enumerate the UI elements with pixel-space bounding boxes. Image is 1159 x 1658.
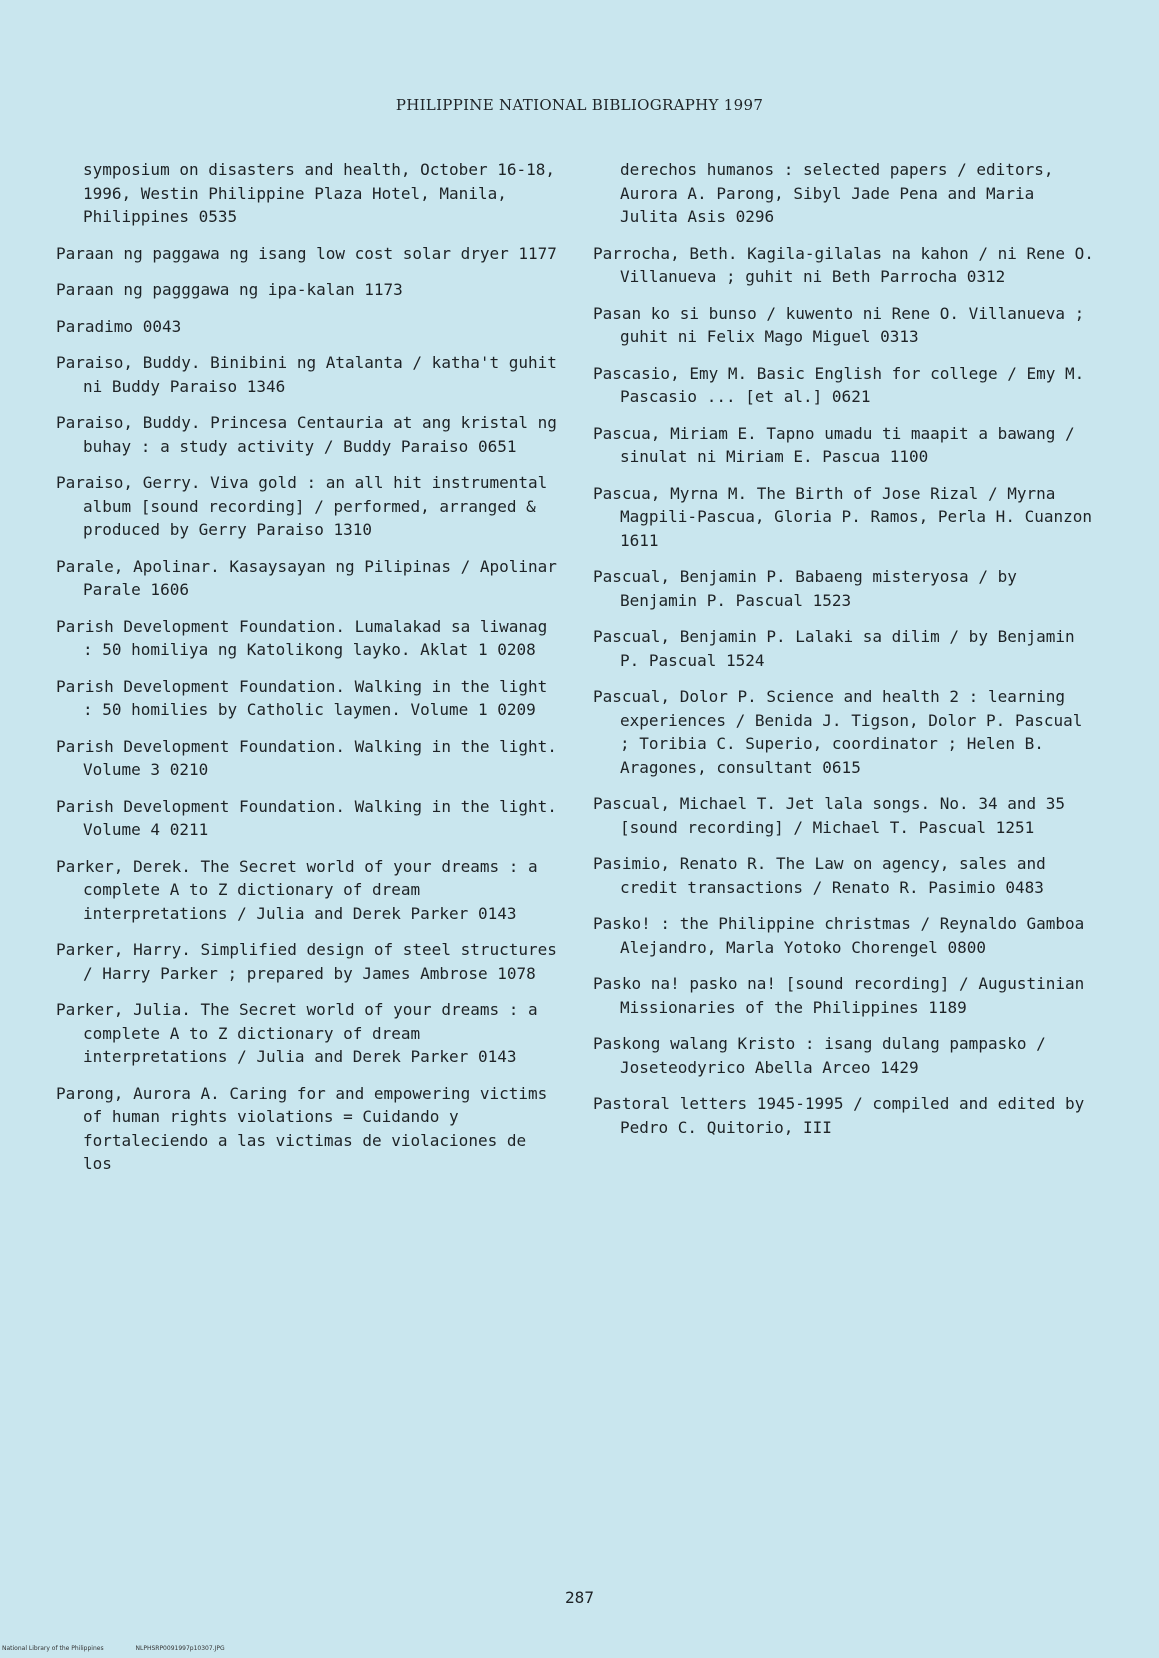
page-title: PHILIPPINE NATIONAL BIBLIOGRAPHY 1997: [395, 96, 764, 114]
bibliography-entry: Pastoral letters 1945-1995 / compiled and edited by Pedro C. Quitorio, III: [593, 1094, 1085, 1137]
bibliography-entry: Parish Development Foundation. Lumalakad sa liwanag : 50 homiliya ng Katolikong layko. Aklat 1 0208: [56, 616, 548, 659]
footer-filename: NLPHSRP0091997p10307.JPG: [135, 1645, 225, 1652]
bibliography-entry: Pascual, Benjamin P. Lalaki sa dilim / by Benjamin P. Pascual 1524: [593, 627, 1075, 670]
bibliography-entry: Pascasio, Emy M. Basic English for college / Emy M. Pascasio ... [et al.] 0621: [593, 363, 1085, 406]
bibliography-entry: Paraiso, Buddy. Princesa Centauria at ang kristal ng buhay : a study activity / Buddy Paraiso 0651: [56, 413, 557, 456]
bibliography-entry: Pascual, Dolor P. Science and health 2 : learning experiences / Benida J. Tigson, Dolor P. Pascual ; Toribia C. Superio, coordinator ; Helen B. Aragones, consultant 0615: [593, 687, 1083, 777]
scan-footer: [2, 1645, 255, 1652]
bibliography-entry: Parrocha, Beth. Kagila-gilalas na kahon / ni Rene O. Villanueva ; guhit ni Beth Parrocha 0312: [593, 243, 1094, 286]
bibliography-entry: Parker, Harry. Simplified design of steel structures / Harry Parker ; prepared by James Ambrose 1078: [56, 940, 557, 983]
bibliography-entry: derechos humanos : selected papers / editors, Aurora A. Parong, Sibyl Jade Pena and Maria Julita Asis 0296: [620, 160, 1054, 226]
bibliography-entry: Parish Development Foundation. Walking in the light : 50 homilies by Catholic laymen. Volume 1 0209: [56, 676, 548, 719]
bibliography-entry: Parker, Julia. The Secret world of your dreams : a complete A to Z dictionary of dream interpretations / Julia and Derek Parker 0143: [56, 1000, 538, 1066]
bibliography-entry: Paradimo 0043: [56, 316, 182, 336]
bibliography-entry: Parong, Aurora A. Caring for and empowering victims of human rights violations = Cuidando y fortaleciendo a las victimas de violaciones de los: [56, 1083, 548, 1173]
bibliography-entry: Parish Development Foundation. Walking in the light. Volume 4 0211: [56, 796, 557, 839]
bibliography-entry: Pascua, Miriam E. Tapno umadu ti maapit a bawang / sinulat ni Miriam E. Pascua 1100: [593, 423, 1075, 466]
bibliography-entry: Paraiso, Gerry. Viva gold : an all hit instrumental album [sound recording] / performed, arranged & produced by Gerry Paraiso 1310: [56, 473, 548, 539]
bibliography-entry: Pascual, Benjamin P. Babaeng misteryosa / by Benjamin P. Pascual 1523: [593, 567, 1017, 610]
bibliography-entry: Pascual, Michael T. Jet lala songs. No. 34 and 35 [sound recording] / Michael T. Pascual 1251: [593, 794, 1066, 837]
bibliography-entry: Paraiso, Buddy. Binibini ng Atalanta / katha't guhit ni Buddy Paraiso 1346: [56, 353, 557, 396]
bibliography-entry: Paskong walang Kristo : isang dulang pampasko / Joseteodyrico Abella Arceo 1429: [593, 1034, 1046, 1077]
bibliography-entry: Paraan ng pagggawa ng ipa-kalan 1173: [56, 280, 403, 299]
bibliography-entry: symposium on disasters and health, October 16-18, 1996, Westin Philippine Plaza Hotel, Manila, Philippines 0535: [83, 160, 556, 226]
bibliography-entry: Parale, Apolinar. Kasaysayan ng Pilipinas / Apolinar Parale 1606: [56, 556, 557, 599]
bibliography-entry: Parker, Derek. The Secret world of your dreams : a complete A to Z dictionary of dream interpretations / Julia and Derek Parker 0143: [56, 856, 538, 923]
left-column: [56, 158, 561, 1189]
footer-library: National Library of the Philippines: [2, 1645, 104, 1652]
right-column: [593, 158, 1098, 1152]
bibliography-entry: Parish Development Foundation. Walking in the light. Volume 3 0210: [56, 736, 557, 779]
bibliography-entry: Pasimio, Renato R. The Law on agency, sales and credit transactions / Renato R. Pasimio 0483: [593, 854, 1046, 897]
page-number: 287: [565, 1588, 594, 1607]
bibliography-entry: Pasko na! pasko na! [sound recording] / Augustinian Missionaries of the Philippines 1189: [593, 974, 1085, 1017]
bibliography-entry: Pasan ko si bunso / kuwento ni Rene O. Villanueva ; guhit ni Felix Mago Miguel 0313: [593, 303, 1085, 346]
bibliography-entry: Pascua, Myrna M. The Birth of Jose Rizal / Myrna Magpili-Pascua, Gloria P. Ramos, Perla H. Cuanzon 1611: [593, 483, 1093, 550]
bibliography-entry: Pasko! : the Philippine christmas / Reynaldo Gamboa Alejandro, Marla Yotoko Chorengel 0800: [593, 914, 1085, 957]
bibliography-entry: Paraan ng paggawa ng isang low cost solar dryer 1177: [56, 243, 557, 263]
